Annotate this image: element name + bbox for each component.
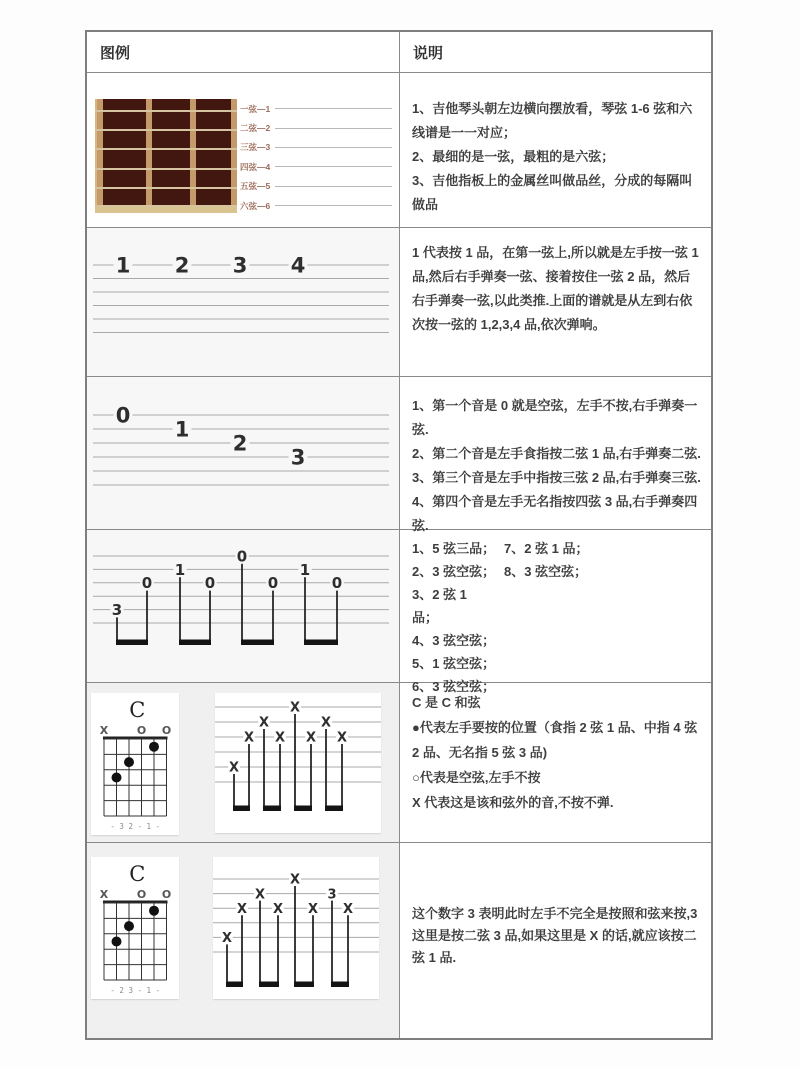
chord-diagram-card bbox=[91, 857, 179, 999]
legend-tab-open-0123 bbox=[87, 377, 400, 530]
tab-staff-0123 bbox=[93, 377, 389, 500]
legend-c-chord bbox=[87, 683, 400, 843]
svg-text:X: X bbox=[236, 901, 248, 917]
guitar-string bbox=[95, 129, 237, 131]
chord-tab-card bbox=[213, 857, 379, 999]
svg-text:0: 0 bbox=[267, 574, 279, 593]
svg-text:0: 0 bbox=[331, 574, 343, 593]
legend-guitar-strings bbox=[87, 73, 400, 228]
svg-text:3: 3 bbox=[232, 253, 248, 278]
desc-line: X 代表这是该和弦外的音,不按不弹. bbox=[412, 795, 614, 810]
svg-text:- 2 3 - 1 -: - 2 3 - 1 - bbox=[110, 986, 161, 995]
melody-list-col1 bbox=[412, 537, 496, 694]
legend-table bbox=[85, 30, 713, 1040]
desc-line: ●代表左手要按的位置（食指 2 弦 1 品、中指 4 弦 2 品、无名指 5 弦 3 品) bbox=[412, 720, 698, 760]
svg-text:X: X bbox=[342, 901, 354, 917]
svg-text:3: 3 bbox=[327, 887, 337, 903]
legend-tab-frets-1234 bbox=[87, 228, 400, 377]
desc-line: C 是 C 和弦 bbox=[412, 695, 481, 710]
guitar-string bbox=[95, 148, 237, 150]
svg-text:O: O bbox=[161, 888, 172, 901]
svg-text:2: 2 bbox=[232, 431, 248, 456]
desc-line: 3、第三个音是左手中指按三弦 2 品,右手弹奏三弦. bbox=[412, 470, 701, 485]
desc-c-chord-variant bbox=[400, 843, 711, 1038]
svg-text:X: X bbox=[336, 730, 348, 746]
col-header-description: 说明 bbox=[400, 32, 711, 73]
desc-line: 8、3 弦空弦； bbox=[504, 564, 588, 579]
svg-text:3: 3 bbox=[290, 445, 306, 470]
svg-text:C: C bbox=[129, 862, 146, 886]
fretboard-edge bbox=[95, 207, 237, 213]
svg-text:2: 2 bbox=[174, 253, 190, 278]
svg-text:O: O bbox=[136, 724, 147, 737]
string-label: 四弦—4 bbox=[240, 161, 271, 172]
desc-tab-frets bbox=[400, 228, 711, 377]
svg-text:X: X bbox=[289, 872, 301, 888]
guitar-string bbox=[95, 168, 237, 170]
desc-line: 3、吉他指板上的金属丝叫做品丝，分成的每隔叫做品 bbox=[412, 173, 693, 212]
desc-tab-melody bbox=[400, 530, 711, 694]
desc-tab-open bbox=[400, 377, 711, 533]
svg-text:4: 4 bbox=[290, 253, 306, 278]
tab-staff-x-marks bbox=[215, 693, 381, 838]
c-chord-diagram bbox=[91, 857, 179, 1004]
svg-text:0: 0 bbox=[236, 547, 248, 566]
desc-line: 这个数字 3 表明此时左手不完全是按照和弦来按,3 这里是按二弦 3 品,如果这里是 X 的话,就应该按二弦 1 品. bbox=[412, 906, 698, 965]
svg-text:C: C bbox=[129, 698, 146, 722]
guitar-string bbox=[95, 187, 237, 189]
string-pointer-line bbox=[275, 147, 392, 148]
tab-staff-x-and-3 bbox=[213, 857, 379, 1004]
svg-text:0: 0 bbox=[115, 403, 131, 428]
string-label: 五弦—5 bbox=[240, 181, 271, 192]
desc-line: 1 代表按 1 品，在第一弦上,所以就是左手按一弦 1 品,然后右手弹奏一弦、接着按住一弦 2 品，然后右手弹奏一弦,以此类推.上面的谱就是从左到右依次按一弦的 1,2,3,4 品,依次弹响。 bbox=[412, 245, 699, 332]
fret-wire bbox=[146, 99, 152, 207]
svg-text:O: O bbox=[161, 724, 172, 737]
svg-text:1: 1 bbox=[174, 417, 190, 442]
desc-line: 2、第二个音是左手食指按二弦 1 品,右手弹奏二弦. bbox=[412, 446, 701, 461]
string-label-row bbox=[240, 138, 392, 157]
string-pointer-line bbox=[275, 128, 392, 129]
svg-text:X: X bbox=[258, 715, 270, 731]
svg-text:0: 0 bbox=[141, 574, 153, 593]
desc-line: 2、最细的是一弦，最粗的是六弦； bbox=[412, 149, 615, 164]
svg-text:1: 1 bbox=[174, 560, 186, 579]
desc-line: 3、2 弦 1 品； bbox=[412, 587, 467, 625]
desc-line: 5、1 弦空弦； bbox=[412, 656, 496, 671]
svg-text:X: X bbox=[99, 724, 109, 737]
desc-line: 1、5 弦三品； bbox=[412, 541, 496, 556]
string-label-list bbox=[240, 99, 392, 215]
svg-text:X: X bbox=[254, 887, 266, 903]
fret-wire bbox=[190, 99, 196, 207]
desc-line: 4、3 弦空弦； bbox=[412, 633, 496, 648]
svg-text:3: 3 bbox=[111, 601, 123, 619]
svg-text:X: X bbox=[228, 760, 240, 776]
svg-text:0: 0 bbox=[204, 574, 216, 593]
string-label: 二弦—2 bbox=[240, 123, 271, 134]
melody-list-col2 bbox=[504, 537, 589, 682]
legend-c-chord-variant bbox=[87, 843, 400, 1038]
string-label-row bbox=[240, 99, 392, 118]
desc-line: 2、3 弦空弦； bbox=[412, 564, 496, 579]
chord-tab-card bbox=[215, 693, 381, 833]
string-pointer-line bbox=[275, 166, 392, 167]
desc-line: 6、3 弦空弦； bbox=[412, 679, 496, 694]
string-pointer-line bbox=[275, 186, 392, 187]
desc-line: 1、吉他琴头朝左边横向摆放看，琴弦 1-6 弦和六线谱是一一对应； bbox=[412, 101, 693, 140]
chord-diagram-card bbox=[91, 693, 179, 835]
desc-line: 4、第四个音是左手无名指按四弦 3 品,右手弹奏四弦. bbox=[412, 494, 698, 533]
svg-text:- 3 2 - 1 -: - 3 2 - 1 - bbox=[110, 822, 161, 831]
guitar-fretboard-photo bbox=[95, 99, 237, 213]
svg-text:1: 1 bbox=[115, 253, 131, 278]
desc-guitar-strings bbox=[400, 73, 711, 228]
svg-text:1: 1 bbox=[299, 560, 311, 579]
svg-text:O: O bbox=[136, 888, 147, 901]
svg-text:X: X bbox=[221, 931, 233, 947]
string-label: 六弦—6 bbox=[240, 200, 271, 211]
string-pointer-line bbox=[275, 108, 392, 109]
tab-staff-melody bbox=[93, 530, 389, 670]
desc-line: 7、2 弦 1 品； bbox=[504, 541, 589, 556]
c-chord-diagram bbox=[91, 693, 179, 840]
svg-text:X: X bbox=[320, 715, 332, 731]
svg-text:X: X bbox=[305, 730, 317, 746]
svg-text:X: X bbox=[307, 901, 319, 917]
desc-c-chord bbox=[400, 683, 711, 843]
svg-text:X: X bbox=[289, 700, 301, 716]
string-label: 一弦—1 bbox=[240, 103, 271, 114]
tab-staff-1234 bbox=[93, 228, 389, 351]
svg-text:X: X bbox=[274, 730, 286, 746]
svg-text:X: X bbox=[243, 730, 255, 746]
legend-tab-melody bbox=[87, 530, 400, 683]
fret-wire bbox=[231, 99, 237, 207]
desc-line: ○代表是空弦,左手不按 bbox=[412, 770, 541, 785]
string-label-row bbox=[240, 118, 392, 137]
col-header-legend: 图例 bbox=[87, 32, 400, 73]
string-label-row bbox=[240, 177, 392, 196]
desc-line: 1、第一个音是 0 就是空弦，左手不按,右手弹奏一弦. bbox=[412, 398, 698, 437]
string-label-row bbox=[240, 157, 392, 176]
string-label: 三弦—3 bbox=[240, 142, 271, 153]
svg-text:X: X bbox=[99, 888, 109, 901]
string-label-row bbox=[240, 196, 392, 215]
string-pointer-line bbox=[275, 205, 392, 206]
guitar-string bbox=[95, 110, 237, 112]
fret-wire bbox=[97, 99, 103, 207]
svg-text:X: X bbox=[272, 901, 284, 917]
